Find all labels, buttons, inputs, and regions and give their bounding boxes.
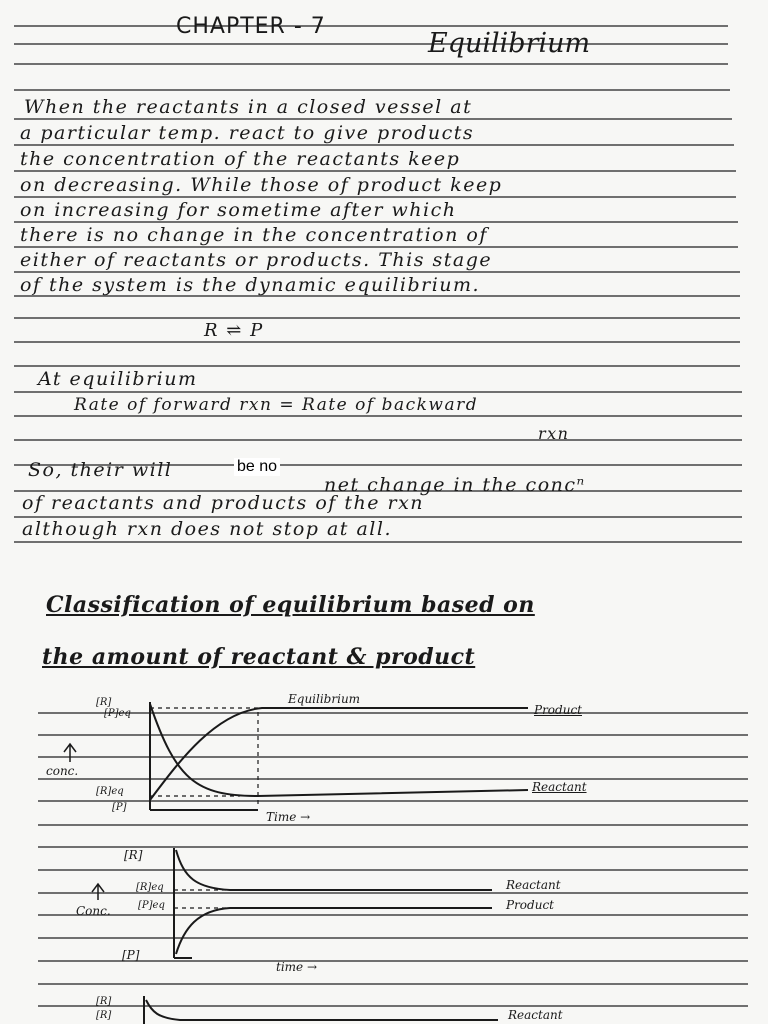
graph-3-reactant-curve <box>146 1000 498 1020</box>
classification-heading-line-2: the amount of reactant & product <box>42 644 476 670</box>
graph-2-tick-r: [R] <box>124 848 143 862</box>
conclusion-line-2: of reactants and products of the rxn <box>22 492 425 514</box>
chapter-title: CHAPTER - 7 <box>176 14 326 39</box>
graph-1-product-label: Product <box>534 703 582 717</box>
graph-3-reactant-label: Reactant <box>508 1008 563 1022</box>
graph-1-reactant-label: Reactant <box>532 780 587 794</box>
graph-2-tick-peq: [P]eq <box>138 900 165 911</box>
reaction-equation: R ⇌ P <box>204 320 264 341</box>
graph-1-time-label: Time → <box>266 810 311 824</box>
graph-1-tick-peq: [P]eq <box>104 708 131 719</box>
conclusion-line-1-start: So, their will <box>28 459 173 481</box>
graph-1-equilibrium-label: Equilibrium <box>288 692 361 706</box>
graph-2-tick-req: [R]eq <box>136 882 164 893</box>
graph-1-axis-label: conc. <box>46 764 79 778</box>
intro-line-4: on decreasing. While those of product keep <box>20 174 503 196</box>
classification-heading-line-1: Classification of equilibrium based on <box>46 592 535 618</box>
intro-line-5: on increasing for sometime after which <box>20 199 457 221</box>
graph-1-tick-req: [R]eq <box>96 786 124 797</box>
graph-2-axis-label: Conc. <box>76 904 111 918</box>
graph-1-tick-r: [R] <box>96 697 112 708</box>
typed-text-patch: be no <box>234 458 280 476</box>
at-equilibrium-heading: At equilibrium <box>38 368 198 390</box>
graph-3-tick-r: [R] <box>96 996 112 1007</box>
conclusion-line-3: although rxn does not stop at all. <box>22 518 393 540</box>
intro-line-7: either of reactants or products. This stage <box>20 249 493 271</box>
graph-2-reactant-label: Reactant <box>506 878 561 892</box>
topic-title: Equilibrium <box>428 28 591 59</box>
rate-equality-line-cont: rxn <box>538 424 570 443</box>
graph-1-tick-p: [P] <box>112 802 127 813</box>
graph-2-product-label: Product <box>506 898 554 912</box>
graph-3-tick-r-2: [R] <box>96 1010 112 1021</box>
conclusion-line-1-end: net change in the concⁿ <box>324 474 586 496</box>
graph-2-time-label: time → <box>276 960 318 974</box>
graph-2-tick-p: [P] <box>122 948 140 962</box>
intro-line-8: of the system is the dynamic equilibrium. <box>20 274 481 296</box>
intro-line-2: a particular temp. react to give products <box>20 122 475 144</box>
intro-line-6: there is no change in the concentration of <box>20 224 488 246</box>
intro-line-3: the concentration of the reactants keep <box>20 148 461 170</box>
rate-equality-line: Rate of forward rxn = Rate of backward <box>74 395 479 415</box>
intro-line-1: When the reactants in a closed vessel at <box>24 96 473 118</box>
